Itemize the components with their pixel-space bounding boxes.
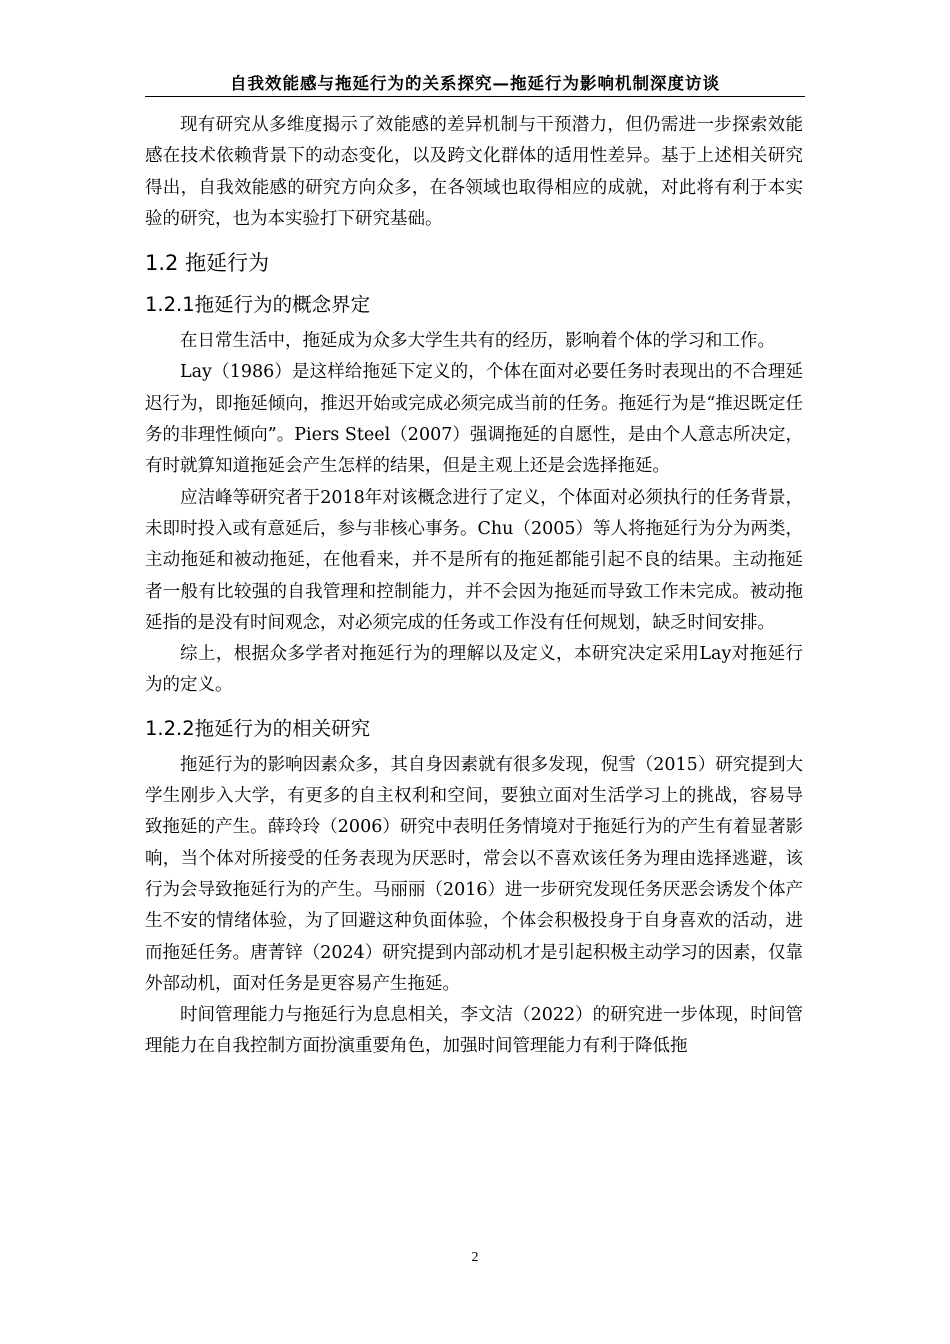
paragraph-lay-definition: Lay（1986）是这样给拖延下定义的，个体在面对必要任务时表现出的不合理延迟行为，即拖延倾向，推迟开始或完成必须完成当前的任务。拖延行为是“推迟既定任务的非理性倾向”。Piers Steel（2007）强调拖延的自愿性，是由个人意志所决定，有时就算知道拖延会产生怎样的结果，但是主观上还是会选择拖延。 xyxy=(145,362,803,477)
subsection-heading-1-2-1: 1.2.1拖延行为的概念界定 xyxy=(145,293,371,317)
paragraph-time-management: 时间管理能力与拖延行为息息相关，李文洁（2022）的研究进一步体现，时间管理能力在自我控制方面扮演重要角色，加强时间管理能力有利于降低拖 xyxy=(145,1005,803,1057)
running-header-title: 自我效能感与拖延行为的关系探究—拖延行为影响机制深度访谈 xyxy=(230,74,720,93)
page-number: 2 xyxy=(471,1250,479,1265)
paragraph-efficacy-summary: 现有研究从多维度揭示了效能感的差异机制与干预潜力，但仍需进一步探索效能感在技术依赖背景下的动态变化，以及跨文化群体的适用性差异。基于上述相关研究得出，自我效能感的研究方向众多，在各领域也取得相应的成就，对此将有利于本实验的研究，也为本实验打下研究基础。 xyxy=(145,115,803,229)
subsection-heading-1-2-2: 1.2.2拖延行为的相关研究 xyxy=(145,716,371,740)
paragraph-ying-chu: 应洁峰等研究者于2018年对该概念进行了定义，个体面对必须执行的任务背景，未即时投入或有意延后，参与非核心事务。Chu（2005）等人将拖延行为分为两类，主动拖延和被动拖延，在他看来，并不是所有的拖延都能引起不良的结果。主动拖延者一般有比较强的自我管理和控制能力，并不会因为拖延而导致工作未完成。被动拖延指的是没有时间观念，对必须完成的任务或工作没有任何规划，缺乏时间安排。 xyxy=(145,487,803,633)
section-heading-1-2: 1.2 拖延行为 xyxy=(145,251,270,276)
paragraph-influencing-factors: 拖延行为的影响因素众多，其自身因素就有很多发现，倪雪（2015）研究提到大学生刚步入大学，有更多的自主权利和空间，要独立面对生活学习上的挑战，容易导致拖延的产生。薛玲玲（2006）研究中表明任务情境对于拖延行为的产生有着显著影响，当个体对所接受的任务表现为厌恶时，常会以不喜欢该任务为理由选择逃避，该行为会导致拖延行为的产生。马丽丽（2016）进一步研究发现任务厌恶会诱发个体产生不安的情绪体验，为了回避这种负面体验，个体会积极投身于自身喜欢的活动，进而拖延任务。唐菁锌（2024）研究提到内部动机才是引起积极主动学习的因素，仅靠外部动机，面对任务是更容易产生拖延。 xyxy=(145,754,803,994)
paragraph-conclusion: 综上，根据众多学者对拖延行为的理解以及定义，本研究决定采用Lay对拖延行为的定义。 xyxy=(145,644,803,696)
paragraph-daily-life: 在日常生活中，拖延成为众多大学生共有的经历，影响着个体的学习和工作。 xyxy=(180,331,775,352)
page-body xyxy=(145,110,803,1063)
header-divider xyxy=(145,96,805,97)
